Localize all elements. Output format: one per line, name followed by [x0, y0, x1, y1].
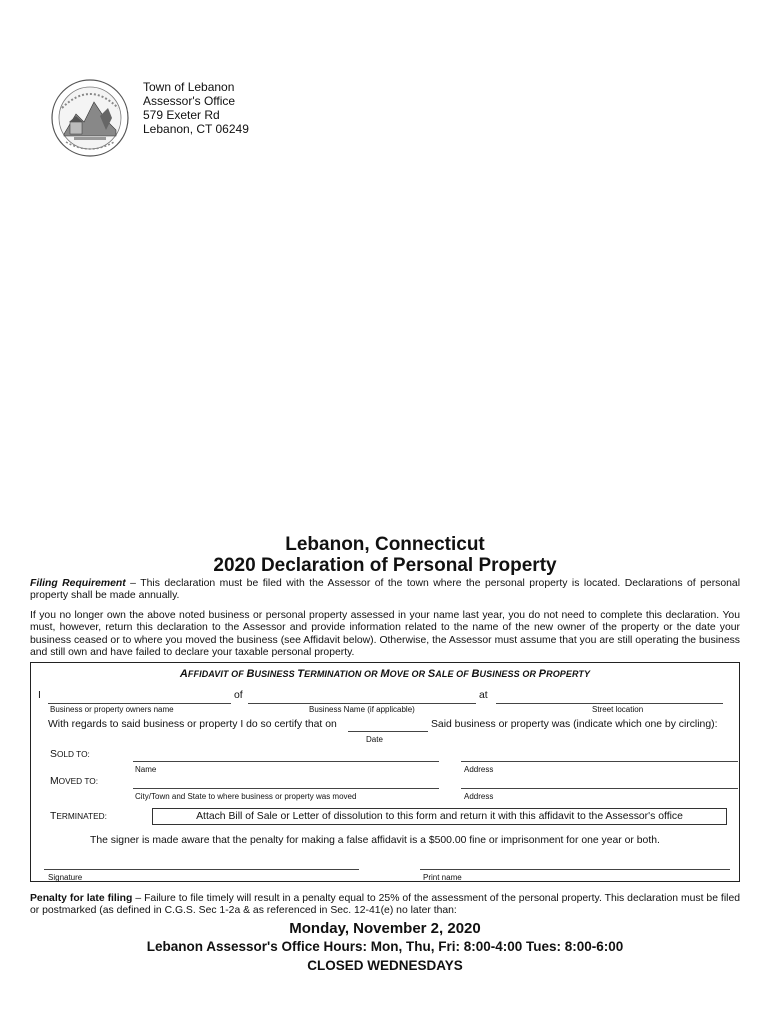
address-line-town: Town of Lebanon — [143, 80, 235, 94]
signature-caption: Signature — [48, 873, 83, 882]
town-seal-icon — [50, 78, 130, 158]
page-title-declaration: 2020 Declaration of Personal Property — [213, 555, 557, 576]
terminated-label[interactable]: TERMINATED: — [50, 811, 107, 822]
print-name-caption: Print name — [423, 873, 462, 882]
filing-requirement-text: – This declaration must be filed with the Assessor of the town where the personal property is located. Declarations of personal property shall be made annually. — [30, 578, 740, 602]
late-filing-text: – Failure to file timely will result in a penalty equal to 25% of the assessment of the personal property. This declaration must be filed or postmarked (as defined in C.G.S. Sec 1-2a & as referenced in Sec. 12-41(e) no later than: — [30, 893, 740, 917]
moved-to-label[interactable]: MOVED TO: — [50, 776, 99, 787]
false-affidavit-warning: The signer is made aware that the penalty for making a false affidavit is a $500.00 fine or imprisonment for one year or both. — [90, 835, 660, 846]
address-line-office: Assessor's Office — [143, 94, 236, 108]
at-label: at — [479, 690, 488, 701]
date-field[interactable] — [348, 731, 428, 732]
address-caption-sold: Address — [464, 765, 494, 774]
of-label: of — [234, 690, 243, 701]
filing-requirement-paragraph — [30, 578, 740, 603]
attach-bill-of-sale-box: Attach Bill of Sale or Letter of dissolution to this form and return it with this affidavit to the Assessor's office — [152, 808, 727, 825]
sold-to-name-field[interactable] — [133, 761, 439, 762]
name-caption: Name — [135, 765, 157, 774]
page-title-town: Lebanon, Connecticut — [285, 534, 485, 555]
late-filing-penalty-paragraph — [30, 893, 740, 918]
signature-field[interactable] — [44, 869, 359, 870]
affidavit-title: AFFIDAVIT OF BUSINESS TERMINATION OR MOVE OR SALE OF BUSINESS OR PROPERTY — [179, 668, 591, 680]
assessor-address — [143, 80, 249, 136]
street-location-field[interactable] — [496, 703, 723, 704]
i-label: I — [38, 690, 41, 701]
no-longer-own-paragraph: If you no longer own the above noted business or personal property assessed in your name last year, you do not need to complete this declaration. You must, however, return this declaration to the Assessor and provide information related to the name of the new owner of the property or the date your business ceased or to where you moved the business (see Affidavit below). Otherwise, the Assessor must assume that you are still operating the business and still own and have failed to declare your taxable personal property. — [30, 610, 740, 659]
business-name-field[interactable] — [248, 703, 476, 704]
date-caption: Date — [366, 735, 383, 744]
moved-to-address-field[interactable] — [461, 788, 738, 789]
closed-wednesdays-notice: CLOSED WEDNESDAYS — [307, 958, 463, 973]
sold-to-address-field[interactable] — [461, 761, 738, 762]
circling-instruction: Said business or property was (indicate which one by circling): — [431, 719, 718, 730]
address-line-street: 579 Exeter Rd — [143, 108, 220, 122]
owner-name-caption: Business or property owners name — [50, 705, 174, 714]
address-line-city: Lebanon, CT 06249 — [143, 122, 249, 136]
moved-to-city-field[interactable] — [133, 788, 439, 789]
address-caption-moved: Address — [464, 792, 494, 801]
city-state-caption: City/Town and State to where business or property was moved — [135, 792, 357, 801]
filing-requirement-label: Filing Requirement — [30, 578, 126, 589]
sold-to-label[interactable]: SOLD TO: — [50, 749, 90, 760]
certify-text: With regards to said business or property I do so certify that on — [48, 719, 337, 730]
owner-name-field[interactable] — [48, 703, 231, 704]
print-name-field[interactable] — [420, 869, 730, 870]
street-location-caption: Street location — [592, 705, 644, 714]
office-hours: Lebanon Assessor's Office Hours: Mon, Thu, Fri: 8:00-4:00 Tues: 8:00-6:00 — [146, 939, 624, 954]
business-name-caption: Business Name (if applicable) — [309, 705, 415, 714]
filing-deadline-date: Monday, November 2, 2020 — [289, 920, 481, 937]
late-filing-label: Penalty for late filing — [30, 893, 133, 904]
